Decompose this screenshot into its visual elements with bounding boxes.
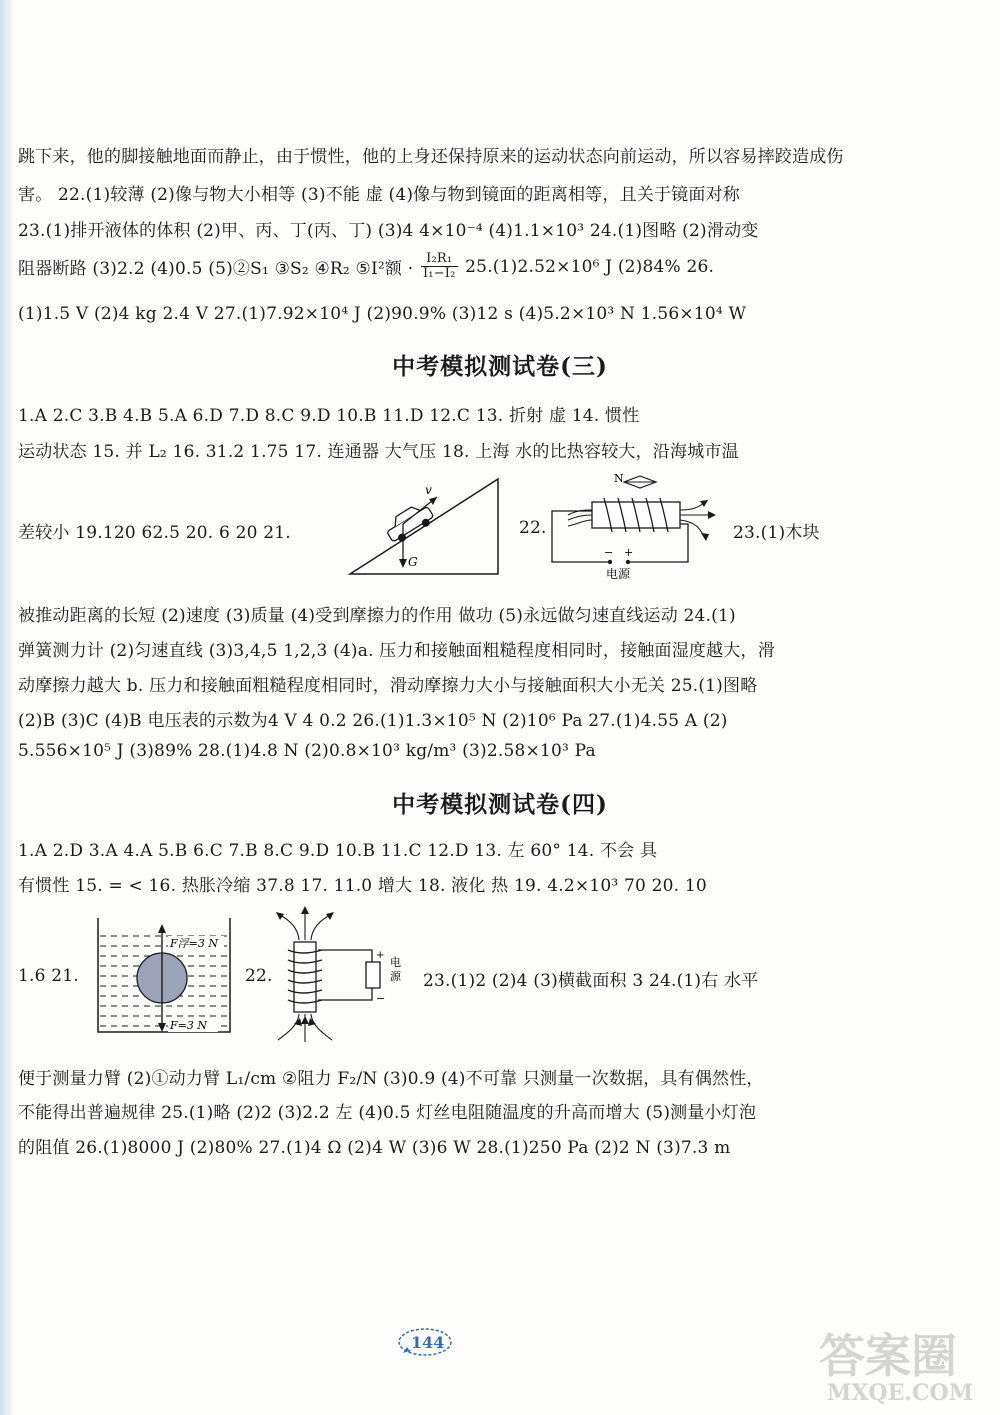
downward-force-label: F=3 N: [170, 1019, 207, 1032]
answer-line: 22.: [245, 966, 273, 986]
source-plus: +: [624, 546, 634, 559]
buoyancy-force-label: F浮=3 N: [170, 937, 218, 950]
watermark-logo: [789, 1314, 994, 1409]
answer-line: 1.A 2.C 3.B 4.B 5.A 6.D 7.D 8.C 9.D 10.B 11.D 12.C 13. 折射 虚 14. 惯性: [18, 406, 640, 426]
fraction-numerator: I₂R₁: [421, 252, 458, 267]
source-minus: −: [376, 992, 386, 1005]
answer-line: 1.A 2.D 3.A 4.A 5.B 6.C 7.B 8.C 9.D 10.B 11.C 12.D 13. 左 60° 14. 不会 具: [18, 841, 658, 861]
answer-line: 的阻值 26.(1)8000 J (2)80% 27.(1)4 Ω (2)4 W (3)6 W 28.(1)250 Pa (2)2 N (3)7.3 m: [18, 1138, 731, 1158]
answer-line: 运动状态 15. 并 L₂ 16. 31.2 1.75 17. 连通器 大气压 18. 上海 水的比热容较大，沿海城市温: [18, 442, 739, 462]
fraction-denominator: I₁−I₂: [422, 266, 456, 281]
answer-line: [18, 252, 714, 281]
source-minus: −: [604, 546, 614, 559]
answer-line: 5.556×10⁵ J (3)89% 28.(1)4.8 N (2)0.8×10³ kg/m³ (3)2.58×10³ Pa: [18, 741, 596, 761]
answer-line: 23.(1)木块: [733, 523, 820, 543]
buoyancy-diagram: [96, 916, 236, 1036]
source-plus: +: [376, 950, 385, 961]
power-source-label-2: 源: [390, 970, 401, 983]
power-source-label-1: 电: [390, 956, 401, 969]
gravity-label: G: [408, 555, 418, 569]
answer-line: 23.(1)排开液体的体积 (2)甲、丙、丁(丙、丁) (3)4 4×10⁻⁴ (4)1.1×10³ 24.(1)图略 (2)滑动变: [18, 221, 759, 241]
page-number: 144: [411, 1333, 445, 1352]
answer-line: 便于测量力臂 (2)①动力臂 L₁/cm ②阻力 F₂/N (3)0.9 (4)不可靠 只测量一次数据，具有偶然性，: [18, 1069, 764, 1089]
answer-line: 1.6 21.: [18, 966, 79, 986]
page-edge-shadow: [0, 0, 14, 1415]
answer-line: (2)B (3)C (4)B 电压表的示数为4 V 4 0.2 26.(1)1.3×10⁵ N (2)10⁶ Pa 27.(1)4.55 A (2): [18, 711, 728, 731]
electromagnet-diagram: [548, 470, 724, 582]
answer-line: 23.(1)2 (2)4 (3)横截面积 3 24.(1)右 水平: [423, 971, 759, 991]
solenoid-diagram: [272, 906, 422, 1046]
answer-line: 不能得出普遍规律 25.(1)略 (2)2 (3)2.2 左 (4)0.5 灯丝电阻随温度的升高而增大 (5)测量小灯泡: [18, 1103, 757, 1123]
svg-text:答案圈: 答案圈: [819, 1329, 957, 1383]
fraction: [421, 252, 458, 281]
answer-line: 22.: [519, 518, 547, 538]
answer-text: 阻器断路 (3)2.2 (4)0.5 (5)②S₁ ③S₂ ④R₂ ⑤I²额 ·: [18, 259, 414, 279]
answer-line: 弹簧测力计 (2)匀速直线 (3)3,4,5 1,2,3 (4)a. 压力和接触面粗糙程度相同时，接触面湿度越大，滑: [18, 641, 775, 661]
answer-line: 跳下来，他的脚接触地面而静止，由于惯性，他的上身还保持原来的运动状态向前运动，所以容易摔跤造成伤: [18, 147, 844, 167]
incline-diagram: [345, 474, 505, 580]
answer-line: (1)1.5 V (2)4 kg 2.4 V 27.(1)7.92×10⁴ J (2)90.9% (3)12 s (4)5.2×10³ N 1.56×10⁴ W: [18, 304, 747, 324]
answer-line: 差较小 19.120 62.5 20. 6 20 21.: [18, 523, 291, 543]
section-title: 中考模拟测试卷(三): [392, 353, 608, 380]
power-source-label: 电源: [606, 567, 631, 581]
answer-line: 有惯性 15. = < 16. 热胀冷缩 37.8 17. 11.0 增大 18. 液化 热 19. 4.2×10³ 70 20. 10: [18, 876, 707, 896]
page-number-badge: [395, 1325, 455, 1363]
velocity-label: v: [425, 483, 432, 497]
section-title: 中考模拟测试卷(四): [392, 791, 608, 818]
answer-text: 25.(1)2.52×10⁶ J (2)84% 26.: [465, 256, 715, 277]
north-pole-label: N: [614, 472, 624, 485]
answer-line: 被推动距离的长短 (2)速度 (3)质量 (4)受到摩擦力的作用 做功 (5)永远做匀速直线运动 24.(1): [18, 606, 736, 626]
answer-line: 害。 22.(1)较薄 (2)像与物大小相等 (3)不能 虚 (4)像与物到镜面的距离相等，且关于镜面对称: [18, 185, 740, 205]
svg-text:MXQE.COM: MXQE.COM: [827, 1380, 974, 1406]
answer-line: 动摩擦力越大 b. 压力和接触面粗糙程度相同时，滑动摩擦力大小与接触面积大小无关 25.(1)图略: [18, 676, 758, 696]
